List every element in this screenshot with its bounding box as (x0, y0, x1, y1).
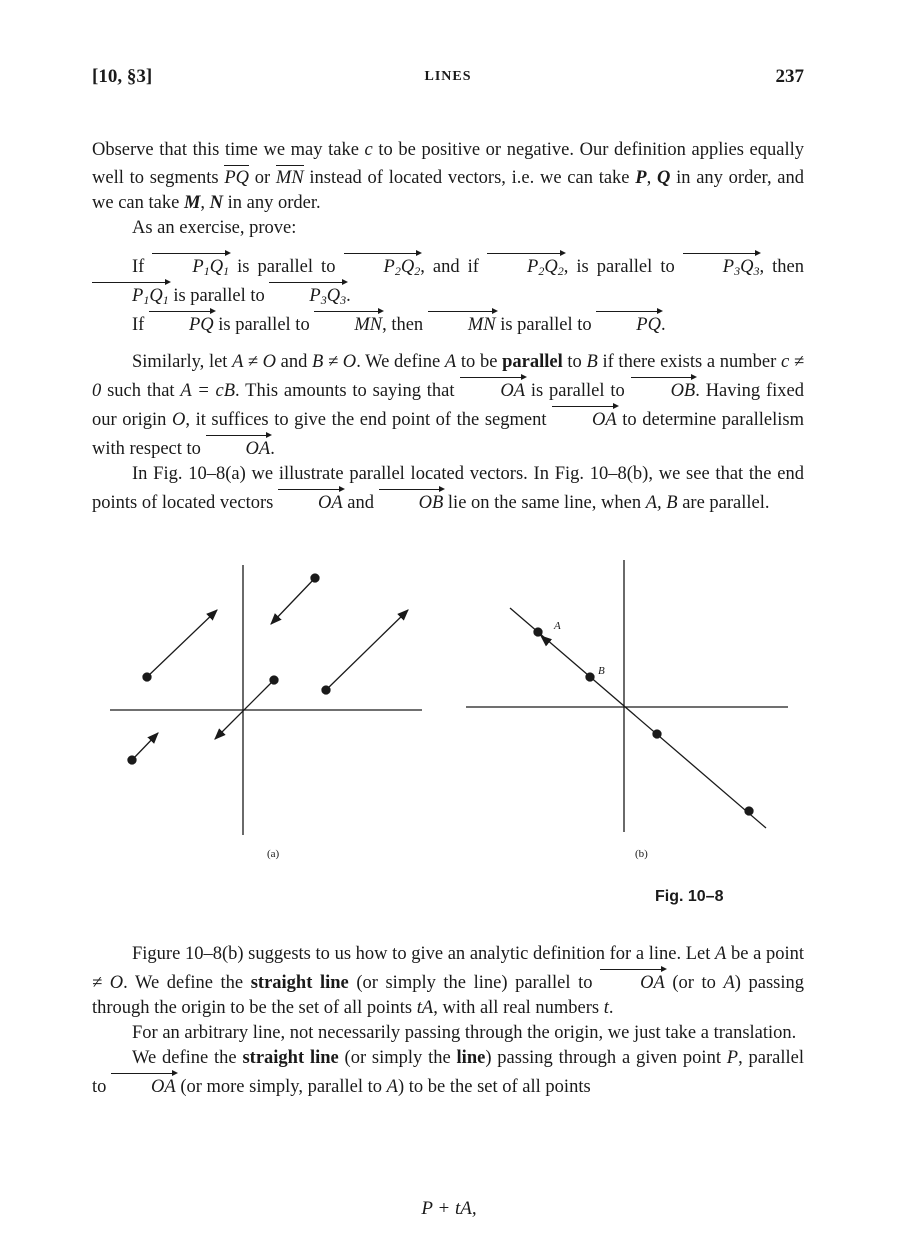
segment-mn: MN (276, 163, 304, 191)
vector-a-3 (326, 610, 408, 690)
running-header (92, 66, 804, 88)
paragraph-line-through-point: We define the straight line (or simply the line) passing through a given point P, parallel to OA (or more simply, parallel to A) to be the set of all points (92, 1046, 804, 1100)
text-block-bottom (92, 942, 804, 1100)
section-title: LINES (424, 69, 472, 84)
point-d (745, 807, 753, 815)
line-formula: P + tA, (421, 1198, 477, 1219)
paragraph-figure-reference: In Fig. 10–8(a) we illustrate parallel located vectors. In Fig. 10–8(b), we see that the end points of located vectors OA and OB lie on the same line, when A, B are parallel. (92, 462, 804, 516)
text-block-top (92, 138, 804, 516)
exercise-intro: As an exercise, prove: (132, 218, 297, 238)
point-a (534, 628, 542, 636)
point-c (653, 730, 661, 738)
chapter-section-ref: [10, §3] (92, 66, 153, 87)
page-number: 237 (775, 66, 804, 87)
point-b-label: B (598, 665, 605, 677)
exercise-item-1: If $P_1Q_1$ is parallel to $P_2Q_2$, and if $P_2Q_2$, is parallel to $P_3Q_3$, then $P_1Q_1$ is parallel to $P_3Q_3$. (92, 251, 804, 309)
paragraph-segments: Observe that this time we may take c to be positive or negative. Our definition applies equally well to segments PQ or MN instead of located vectors, i.e. we can take P, Q in any order, and we can take M, N in any order. (92, 140, 805, 213)
figure-caption: Fig. 10–8 (655, 888, 724, 905)
figure-10-8 (0, 540, 898, 920)
point-a-label: A (554, 620, 561, 632)
line-through-origin (510, 608, 766, 828)
vector-oa (541, 636, 624, 707)
figure-drawing (0, 540, 898, 920)
panel-b-label: (b) (635, 848, 648, 860)
vector-a-5 (132, 733, 158, 760)
point-b (586, 673, 594, 681)
paragraph-line-definition: Figure 10–8(b) suggests to us how to give an analytic definition for a line. Let A be a point ≠ O. We define the straight line (or simply the line) parallel to OA (or to A) passing through the origin to be the set of all points tA, with all real numbers t. (92, 944, 805, 1018)
vector-a-2 (271, 578, 315, 624)
paragraph-translation: For an arbitrary line, not necessarily passing through the origin, we just take a translation. (132, 1023, 797, 1043)
paragraph-parallel-definition: Similarly, let A ≠ O and B ≠ O. We define A to be parallel to B if there exists a number c ≠ 0 such that A = cB. This amounts to saying that OA is parallel to OB. Having fixed our origin O, it suffices to give the end point of the segment OA to determine parallelism with respect to OA. (92, 350, 804, 462)
segment-pq: PQ (224, 163, 249, 191)
vector-a-1 (147, 610, 217, 677)
panel-a-label: (a) (267, 848, 280, 860)
exercise-item-2: If PQ is parallel to MN, then MN is parallel to PQ. (92, 309, 804, 338)
